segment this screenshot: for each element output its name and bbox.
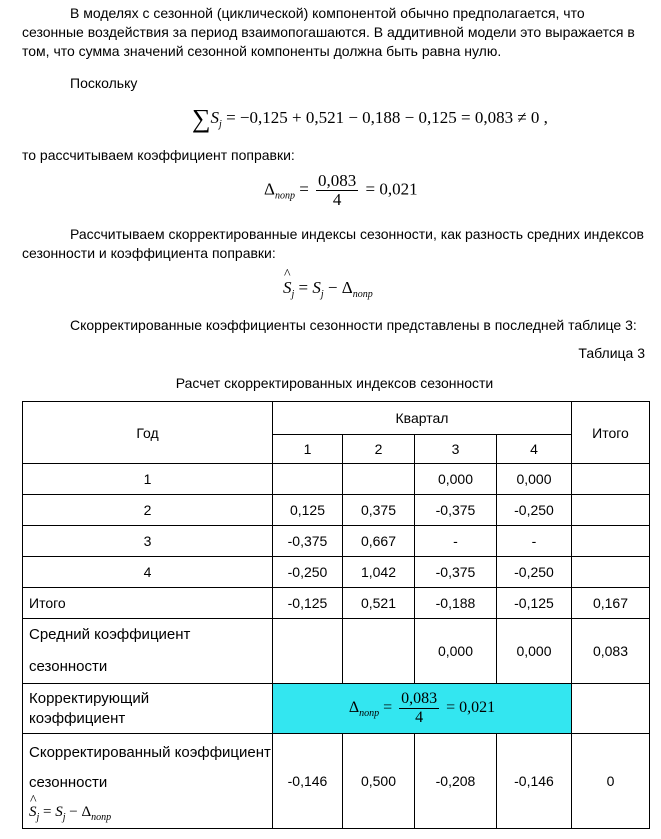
cell: -0,188 bbox=[415, 588, 497, 619]
avg-row bbox=[23, 619, 650, 684]
label-formula bbox=[29, 804, 272, 823]
cell: 0,000 bbox=[415, 464, 497, 495]
cell: 0,375 bbox=[343, 495, 415, 526]
label-j: j bbox=[36, 812, 40, 823]
cell-total bbox=[572, 557, 650, 588]
adj-s-hat: ^ S bbox=[283, 278, 292, 298]
sum-s: S bbox=[210, 108, 220, 127]
adj-s: S bbox=[312, 278, 321, 297]
corr-denominator: 4 bbox=[332, 190, 342, 209]
label-line: Скорректированный коэффициент bbox=[29, 744, 271, 761]
sum-j: j bbox=[219, 119, 222, 130]
cell: 0,500 bbox=[343, 734, 415, 829]
row-label: 1 bbox=[23, 464, 273, 495]
cell: - bbox=[415, 526, 497, 557]
label-sub: попр bbox=[91, 812, 112, 823]
table-row bbox=[23, 495, 650, 526]
cell-result: = 0,021 bbox=[446, 699, 496, 717]
cell-fraction bbox=[399, 690, 439, 727]
cell bbox=[273, 464, 343, 495]
cell-total bbox=[572, 684, 650, 734]
cell-total: 0,167 bbox=[572, 588, 650, 619]
correction-cell bbox=[273, 684, 572, 734]
label-s: S bbox=[55, 804, 63, 820]
cell-denominator: 4 bbox=[415, 709, 424, 726]
table-row bbox=[23, 557, 650, 588]
corr-eq: = bbox=[299, 179, 309, 199]
sum-sign: ∑ bbox=[192, 104, 211, 133]
intro-paragraph: В моделях с сезонной (циклической) компонентой обычно предполагается, что сезонные воздействия за период взаимопогашаются. В аддитивной модели это выражается в том, что сумма значений сезонной компоненты должна быть равна нулю. bbox=[22, 5, 635, 59]
cell bbox=[343, 464, 415, 495]
row-label bbox=[23, 684, 273, 734]
adj-j: j bbox=[291, 289, 295, 300]
cell: -0,146 bbox=[497, 734, 572, 829]
sum-formula bbox=[192, 104, 548, 134]
row-label bbox=[23, 734, 273, 829]
header-q1: 1 bbox=[273, 435, 343, 464]
label-line: сезонности bbox=[29, 774, 108, 791]
total-row bbox=[23, 588, 650, 619]
cell: -0,375 bbox=[415, 557, 497, 588]
label-eq: = bbox=[39, 804, 56, 820]
since-text: Поскольку bbox=[70, 75, 138, 91]
correction-text: то рассчитываем коэффициент поправки: bbox=[22, 147, 295, 163]
cell: 0,125 bbox=[273, 495, 343, 526]
header-quarter: Квартал bbox=[273, 402, 572, 435]
sum-expression: = −0,125 + 0,521 − 0,188 − 0,125 = 0,083 ≠ 0 , bbox=[221, 108, 548, 127]
cell-total: 0,083 bbox=[572, 619, 650, 684]
cell: -0,125 bbox=[497, 588, 572, 619]
label-minus-delta: − Δ bbox=[65, 804, 92, 820]
cell-total: 0 bbox=[572, 734, 650, 829]
cell: 0,000 bbox=[415, 619, 497, 684]
adj-eq: = bbox=[294, 278, 313, 297]
cell: -0,250 bbox=[497, 495, 572, 526]
cell-total bbox=[572, 526, 650, 557]
cell-eq: = bbox=[383, 699, 393, 717]
cell: -0,375 bbox=[273, 526, 343, 557]
cell-sub: попр bbox=[359, 708, 380, 720]
table-title: Расчет скорректированных индексов сезонности bbox=[175, 375, 494, 391]
cell bbox=[273, 619, 343, 684]
header-q2: 2 bbox=[343, 435, 415, 464]
cell: - bbox=[497, 526, 572, 557]
cell: 0,667 bbox=[343, 526, 415, 557]
cell: -0,125 bbox=[273, 588, 343, 619]
row-label: 3 bbox=[23, 526, 273, 557]
adj-minus-delta: − Δ bbox=[323, 278, 353, 297]
cell: 0,521 bbox=[343, 588, 415, 619]
cell: 0,000 bbox=[497, 619, 572, 684]
cell: -0,208 bbox=[415, 734, 497, 829]
cell-formula bbox=[348, 690, 496, 726]
label-line: Средний коэффициент bbox=[29, 626, 191, 643]
adj-sub: попр bbox=[352, 289, 373, 300]
label-line: коэффициент bbox=[29, 709, 126, 727]
corr-sub: попр bbox=[274, 190, 295, 202]
cell bbox=[343, 619, 415, 684]
cell-total bbox=[572, 495, 650, 526]
cell: -0,250 bbox=[273, 557, 343, 588]
corr-result: = 0,021 bbox=[365, 179, 418, 199]
cell-delta: Δ bbox=[348, 699, 360, 717]
adjusted-text: Рассчитываем скорректированные индексы сезонности, как разность средних индексов сезонности и коэффициента поправки: bbox=[22, 226, 644, 261]
table-row bbox=[23, 464, 650, 495]
adj-row bbox=[23, 734, 650, 829]
cell: 0,000 bbox=[497, 464, 572, 495]
correction-formula bbox=[264, 172, 418, 209]
table-row bbox=[23, 526, 650, 557]
adj-j2: j bbox=[320, 289, 324, 300]
cell-total bbox=[572, 464, 650, 495]
row-label: Итого bbox=[23, 588, 273, 619]
label-line: Корректирующий bbox=[29, 689, 150, 707]
cell: 1,042 bbox=[343, 557, 415, 588]
adjusted-formula bbox=[283, 278, 373, 300]
header-q3: 3 bbox=[415, 435, 497, 464]
corr-row bbox=[23, 684, 650, 734]
table-intro-text: Скорректированные коэффициенты сезонности представлены в последней таблице 3: bbox=[70, 317, 637, 333]
cell: -0,375 bbox=[415, 495, 497, 526]
header-total: Итого bbox=[572, 402, 650, 464]
seasonality-table bbox=[22, 401, 650, 829]
cell: -0,250 bbox=[497, 557, 572, 588]
label-s-hat: ^ S bbox=[29, 804, 37, 821]
row-label: 2 bbox=[23, 495, 273, 526]
label-j2: j bbox=[62, 812, 66, 823]
corr-fraction bbox=[316, 172, 358, 209]
row-label bbox=[23, 619, 273, 684]
table-number: Таблица 3 bbox=[578, 345, 645, 361]
label-line: сезонности bbox=[29, 658, 108, 675]
cell-numerator: 0,083 bbox=[401, 690, 438, 707]
cell: -0,146 bbox=[273, 734, 343, 829]
header-year: Год bbox=[23, 402, 273, 464]
corr-numerator: 0,083 bbox=[318, 171, 357, 190]
corr-delta: Δ bbox=[264, 179, 275, 199]
row-label: 4 bbox=[23, 557, 273, 588]
header-q4: 4 bbox=[497, 435, 572, 464]
